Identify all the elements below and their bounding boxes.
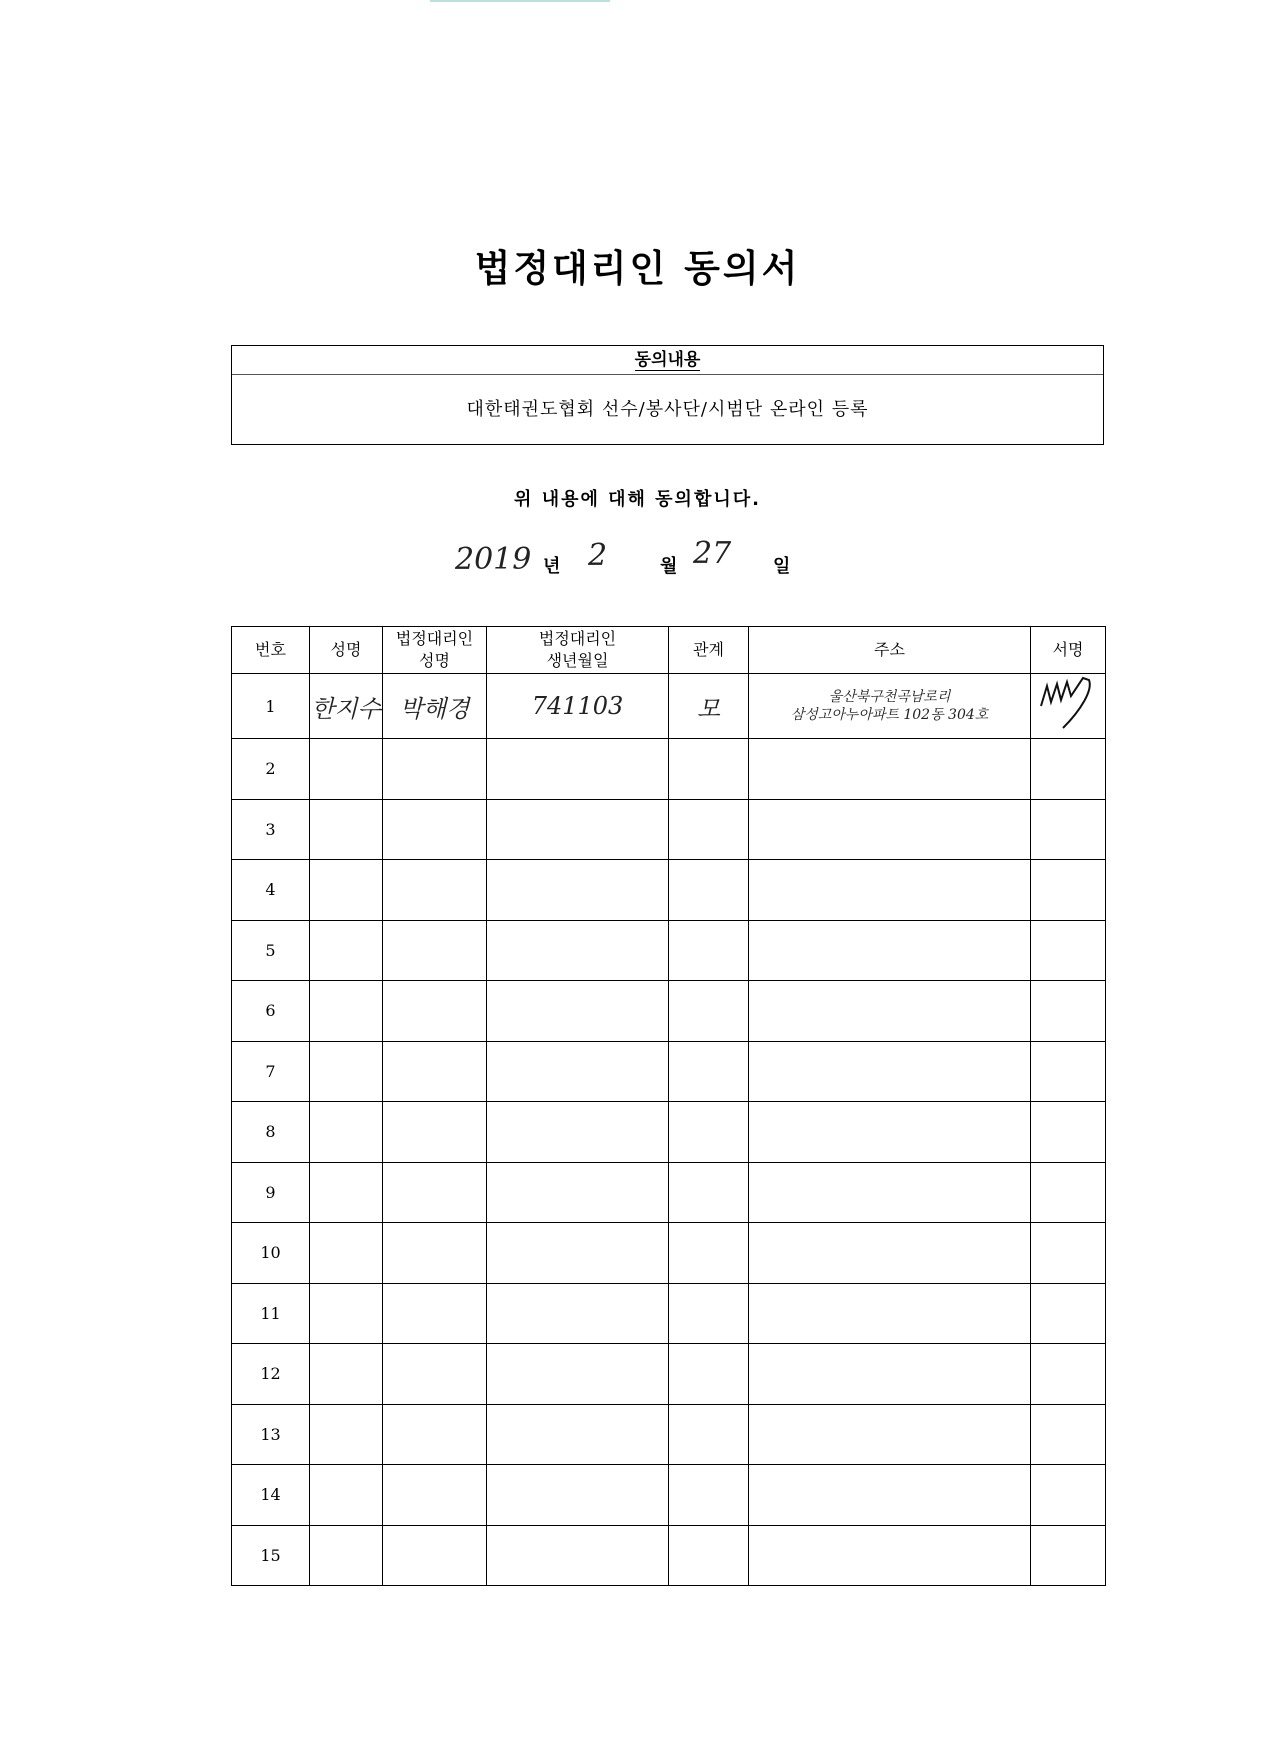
date-year-label: 년 xyxy=(543,556,561,577)
table-row xyxy=(232,1465,1106,1526)
agreement-statement: 위 내용에 대해 동의합니다. xyxy=(514,489,761,510)
table-row xyxy=(232,981,1106,1042)
table-row xyxy=(232,1223,1106,1284)
header-guardian-name-line2: 성명 xyxy=(419,651,450,670)
cell-no: 10 xyxy=(232,1223,310,1284)
table-row xyxy=(232,1525,1106,1586)
cell-no: 1 xyxy=(232,674,310,739)
header-guardian-birth xyxy=(487,627,669,674)
consent-box xyxy=(231,345,1104,445)
guardian-table xyxy=(231,626,1106,1586)
cell-relation: 모 xyxy=(669,674,749,739)
cell-no: 9 xyxy=(232,1162,310,1223)
cell-no: 13 xyxy=(232,1404,310,1465)
date-line xyxy=(0,536,1275,590)
header-guardian-birth-line2: 생년월일 xyxy=(546,651,609,670)
table-row xyxy=(232,1283,1106,1344)
cell-no: 7 xyxy=(232,1041,310,1102)
date-year: 2019 xyxy=(455,542,532,577)
cell-signature xyxy=(1031,674,1106,739)
cell-no: 6 xyxy=(232,981,310,1042)
header-relation: 관계 xyxy=(669,627,749,674)
header-address: 주소 xyxy=(749,627,1031,674)
cell-name: 한지수 xyxy=(310,674,383,739)
table-row xyxy=(232,1102,1106,1163)
header-signature: 서명 xyxy=(1031,627,1106,674)
cell-address xyxy=(749,674,1031,739)
cell-no: 2 xyxy=(232,739,310,800)
table-row xyxy=(232,1041,1106,1102)
header-name: 성명 xyxy=(310,627,383,674)
cell-address-line2: 삼성고아누아파트 102동 304호 xyxy=(790,707,989,723)
cell-no: 11 xyxy=(232,1283,310,1344)
cell-no: 4 xyxy=(232,860,310,921)
scan-edge-mark xyxy=(430,0,610,2)
cell-no: 5 xyxy=(232,920,310,981)
cell-guardian-name: 박해경 xyxy=(383,674,487,739)
cell-no: 8 xyxy=(232,1102,310,1163)
handwritten-signature xyxy=(1033,674,1103,734)
table-row xyxy=(232,674,1106,739)
cell-no: 14 xyxy=(232,1465,310,1526)
date-day-label: 일 xyxy=(773,556,791,577)
header-no: 번호 xyxy=(232,627,310,674)
date-day: 27 xyxy=(693,536,732,571)
cell-no: 15 xyxy=(232,1525,310,1586)
cell-no: 3 xyxy=(232,799,310,860)
header-guardian-birth-line1: 법정대리인 xyxy=(538,629,617,648)
cell-guardian-birth: 741103 xyxy=(487,674,669,739)
consent-heading xyxy=(232,346,1103,375)
table-row xyxy=(232,920,1106,981)
document-title: 법정대리인 동의서 xyxy=(474,247,801,290)
header-guardian-name xyxy=(383,627,487,674)
consent-heading-text: 동의내용 xyxy=(634,350,701,370)
table-row xyxy=(232,739,1106,800)
header-guardian-name-line1: 법정대리인 xyxy=(395,629,474,648)
table-row xyxy=(232,1404,1106,1465)
table-header-row xyxy=(232,627,1106,674)
table-row xyxy=(232,799,1106,860)
table-row xyxy=(232,860,1106,921)
table-row xyxy=(232,1162,1106,1223)
consent-text: 대한태권도협회 선수/봉사단/시범단 온라인 등록 xyxy=(466,399,869,420)
date-month-label: 월 xyxy=(660,556,678,577)
cell-no: 12 xyxy=(232,1344,310,1405)
table-row xyxy=(232,1344,1106,1405)
cell-address-line1: 울산북구천곡남로리 xyxy=(828,689,951,705)
date-month: 2 xyxy=(588,538,608,573)
